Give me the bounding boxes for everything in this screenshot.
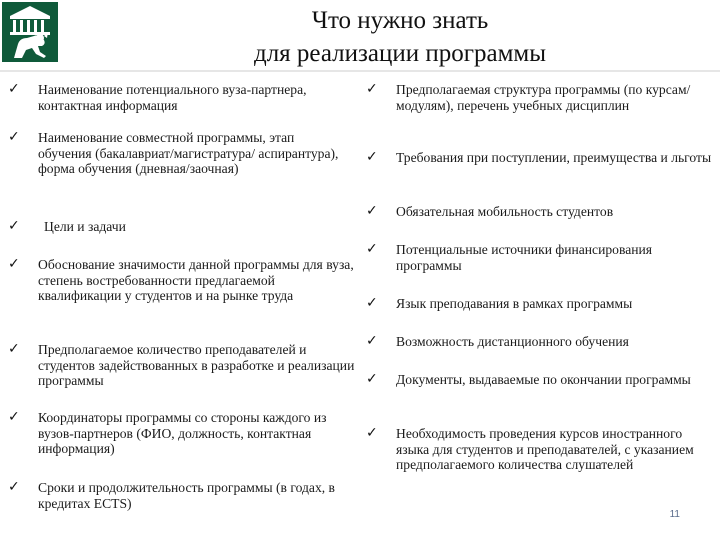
list-item-text: Потенциальные источники финансирования программы: [396, 242, 653, 273]
list-item-text: Координаторы программы со стороны каждого из вузов-партнеров (ФИО, должность, контактная информация): [38, 410, 327, 456]
list-item: [8, 480, 356, 511]
list-item-text: Предполагаемая структура программы (по курсам/модулям), перечень учебных дисциплин: [396, 82, 691, 113]
check-icon: ✓: [366, 371, 378, 387]
check-icon: ✓: [8, 129, 20, 145]
list-item: [8, 257, 356, 304]
title-divider: [0, 70, 720, 72]
list-item: [8, 342, 356, 389]
check-icon: ✓: [8, 218, 20, 234]
list-item: [8, 82, 356, 113]
list-item: [366, 296, 716, 312]
slide-title: [80, 4, 720, 70]
list-item-text: Сроки и продолжительность программы (в годах, в кредитах ECTS): [38, 480, 335, 511]
list-item: [8, 130, 356, 177]
list-item: [366, 372, 716, 388]
list-item-text: Цели и задачи: [44, 219, 126, 234]
title-line-2: для реализации программы: [253, 40, 547, 67]
list-item-text: Предполагаемое количество преподавателей и студентов задействованных в разработке и реализации программы: [38, 342, 355, 388]
list-item-text: Обязательная мобильность студентов: [396, 204, 614, 219]
check-icon: ✓: [366, 295, 378, 311]
check-icon: ✓: [366, 81, 378, 97]
list-item-text: Необходимость проведения курсов иностранного языка для студентов и преподавателей, с указанием предполагаемого количества слушателей: [396, 426, 694, 472]
list-item-text: Требования при поступлении, преимущества и льготы: [396, 150, 712, 165]
check-icon: ✓: [366, 425, 378, 441]
check-icon: ✓: [8, 479, 20, 495]
check-icon: ✓: [8, 256, 20, 272]
list-item-text: Документы, выдаваемые по окончании программы: [396, 372, 691, 387]
check-icon: ✓: [366, 241, 378, 257]
title-line-1: Что нужно знать: [311, 7, 489, 34]
list-item-text: Возможность дистанционного обучения: [396, 334, 629, 349]
list-item: [366, 426, 716, 473]
list-item: [8, 410, 356, 457]
list-item: [366, 150, 716, 166]
list-item: [8, 219, 356, 235]
list-item: [366, 204, 716, 220]
list-item: [366, 334, 716, 350]
list-item: [366, 82, 716, 113]
list-item-text: Обоснование значимости данной программы для вуза, степень востребованности предлагаемой квалификации у студентов и на рынке труда: [38, 257, 354, 303]
check-icon: ✓: [366, 333, 378, 349]
check-icon: ✓: [8, 81, 20, 97]
list-item: [366, 242, 716, 273]
list-item-text: Язык преподавания в рамках программы: [396, 296, 633, 311]
university-lion-crest-icon: [0, 0, 62, 66]
list-item-text: Наименование потенциального вуза-партнера, контактная информация: [38, 82, 307, 113]
page-number: 11: [669, 509, 680, 520]
check-icon: ✓: [8, 409, 20, 425]
list-item-text: Наименование совместной программы, этап обучения (бакалавриат/магистратура/ аспирантура), форма обучения (дневная/заочная): [38, 130, 339, 176]
check-icon: ✓: [366, 203, 378, 219]
check-icon: ✓: [8, 341, 20, 357]
check-icon: ✓: [366, 149, 378, 165]
